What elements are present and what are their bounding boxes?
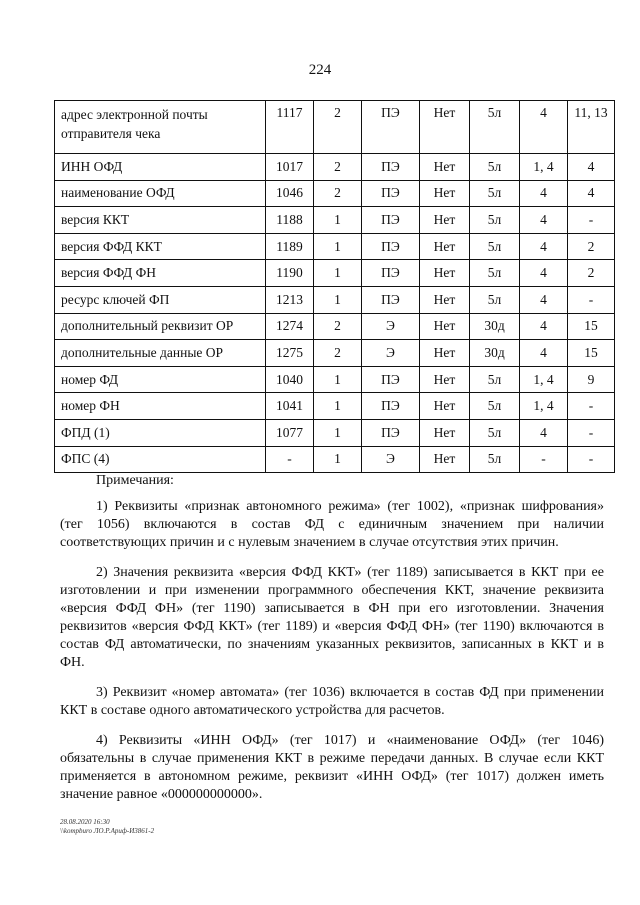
col3-cell: 1 — [314, 260, 362, 287]
col8-cell: 15 — [568, 313, 615, 340]
note-paragraph: 1) Реквизиты «признак автономного режима» (тег 1002), «признак шифрования» (тег 1056) включаются в состав ФД с единичным значением при наличии соответствующих причин и с нулевым значением в случае отсутствия этих причин. — [60, 499, 604, 550]
col7-cell: 1, 4 — [520, 154, 568, 181]
col6-cell: 5л — [470, 393, 520, 420]
col7-cell: 4 — [520, 207, 568, 234]
col6-cell: 5л — [470, 419, 520, 446]
page-number: 224 — [308, 62, 332, 78]
col6-cell: 5л — [470, 446, 520, 473]
table-row — [55, 393, 615, 420]
col4-cell: ПЭ — [362, 419, 420, 446]
col6-cell: 5л — [470, 286, 520, 313]
col5-cell: Нет — [420, 340, 470, 367]
col6-cell: 30д — [470, 340, 520, 367]
table-row — [55, 207, 615, 234]
requisite-name-cell: дополнительные данные ОР — [55, 340, 266, 367]
requisite-name-cell: наименование ОФД — [55, 180, 266, 207]
col7-cell: 4 — [520, 286, 568, 313]
tag-cell: 1213 — [266, 286, 314, 313]
col7-cell: 4 — [520, 313, 568, 340]
tag-cell: 1274 — [266, 313, 314, 340]
table-row — [55, 446, 615, 473]
table-row — [55, 313, 615, 340]
col5-cell: Нет — [420, 286, 470, 313]
col8-cell: 9 — [568, 366, 615, 393]
col3-cell: 2 — [314, 154, 362, 181]
col3-cell: 2 — [314, 313, 362, 340]
col3-cell: 2 — [314, 180, 362, 207]
col8-cell: 2 — [568, 260, 615, 287]
requisite-name-cell: ФПС (4) — [55, 446, 266, 473]
col6-cell: 5л — [470, 101, 520, 154]
col6-cell: 5л — [470, 180, 520, 207]
requisite-name-cell: ФПД (1) — [55, 419, 266, 446]
requisite-name-cell: номер ФД — [55, 366, 266, 393]
col7-cell: 4 — [520, 101, 568, 154]
col8-cell: - — [568, 446, 615, 473]
col5-cell: Нет — [420, 101, 470, 154]
col8-cell: 2 — [568, 233, 615, 260]
col3-cell: 1 — [314, 233, 362, 260]
tag-cell: 1117 — [266, 101, 314, 154]
col4-cell: ПЭ — [362, 260, 420, 287]
col3-cell: 2 — [314, 101, 362, 154]
col4-cell: ПЭ — [362, 286, 420, 313]
col6-cell: 5л — [470, 366, 520, 393]
tag-cell: 1041 — [266, 393, 314, 420]
tag-cell: 1190 — [266, 260, 314, 287]
col6-cell: 5л — [470, 233, 520, 260]
requisites-table — [54, 100, 615, 473]
footer-file-path: \\kompburo ЛО.Р.Ариф-И3861-2 — [60, 827, 155, 835]
col4-cell: Э — [362, 446, 420, 473]
table-row — [55, 233, 615, 260]
col5-cell: Нет — [420, 207, 470, 234]
col7-cell: 4 — [520, 340, 568, 367]
table-row — [55, 419, 615, 446]
tag-cell: 1188 — [266, 207, 314, 234]
col8-cell: 4 — [568, 180, 615, 207]
col4-cell: ПЭ — [362, 101, 420, 154]
tag-cell: - — [266, 446, 314, 473]
tag-cell: 1017 — [266, 154, 314, 181]
col3-cell: 1 — [314, 393, 362, 420]
col3-cell: 1 — [314, 366, 362, 393]
requisite-name-cell: ИНН ОФД — [55, 154, 266, 181]
document-footer — [60, 818, 154, 836]
tag-cell: 1040 — [266, 366, 314, 393]
note-paragraph: 4) Реквизиты «ИНН ОФД» (тег 1017) и «наименование ОФД» (тег 1046) обязательны в случае применения ККТ в режиме передачи данных. В случае если ККТ применяется в автономном режиме, реквизит «ИНН ОФД» (тег 1017) должен иметь значение равное «000000000000». — [60, 733, 604, 802]
col8-cell: 15 — [568, 340, 615, 367]
requisite-name-cell: ресурс ключей ФП — [55, 286, 266, 313]
col7-cell: 4 — [520, 233, 568, 260]
table-row — [55, 286, 615, 313]
col3-cell: 2 — [314, 340, 362, 367]
tag-cell: 1077 — [266, 419, 314, 446]
col5-cell: Нет — [420, 260, 470, 287]
col7-cell: 4 — [520, 260, 568, 287]
table-row — [55, 366, 615, 393]
note-paragraph: 3) Реквизит «номер автомата» (тег 1036) включается в состав ФД при применении ККТ в составе одного автоматического устройства для расчетов. — [60, 685, 604, 718]
requisite-name-cell: адрес электронной почты отправителя чека — [55, 101, 266, 154]
col6-cell: 5л — [470, 207, 520, 234]
table-row — [55, 260, 615, 287]
col8-cell: - — [568, 286, 615, 313]
col4-cell: Э — [362, 340, 420, 367]
requisite-name-cell: дополнительный реквизит ОР — [55, 313, 266, 340]
col7-cell: 1, 4 — [520, 366, 568, 393]
requisite-name-cell: версия ФФД ККТ — [55, 233, 266, 260]
col5-cell: Нет — [420, 180, 470, 207]
col7-cell: - — [520, 446, 568, 473]
table-row — [55, 340, 615, 367]
footer-timestamp: 28.08.2020 16:30 — [60, 818, 110, 826]
col8-cell: 11, 13 — [568, 101, 615, 154]
col7-cell: 4 — [520, 419, 568, 446]
col5-cell: Нет — [420, 419, 470, 446]
col4-cell: Э — [362, 313, 420, 340]
col3-cell: 1 — [314, 419, 362, 446]
table-row — [55, 180, 615, 207]
col7-cell: 4 — [520, 180, 568, 207]
col8-cell: 4 — [568, 154, 615, 181]
table-body — [55, 101, 615, 473]
col8-cell: - — [568, 207, 615, 234]
col5-cell: Нет — [420, 313, 470, 340]
col5-cell: Нет — [420, 233, 470, 260]
col6-cell: 5л — [470, 154, 520, 181]
tag-cell: 1046 — [266, 180, 314, 207]
table-row — [55, 101, 615, 154]
col5-cell: Нет — [420, 154, 470, 181]
col3-cell: 1 — [314, 207, 362, 234]
col6-cell: 5л — [470, 260, 520, 287]
col4-cell: ПЭ — [362, 154, 420, 181]
notes-section — [60, 472, 604, 816]
col5-cell: Нет — [420, 366, 470, 393]
requisite-name-cell: версия ККТ — [55, 207, 266, 234]
col8-cell: - — [568, 393, 615, 420]
table-row — [55, 154, 615, 181]
col6-cell: 30д — [470, 313, 520, 340]
col5-cell: Нет — [420, 446, 470, 473]
col8-cell: - — [568, 419, 615, 446]
col4-cell: ПЭ — [362, 180, 420, 207]
tag-cell: 1189 — [266, 233, 314, 260]
col4-cell: ПЭ — [362, 233, 420, 260]
col7-cell: 1, 4 — [520, 393, 568, 420]
note-paragraph: 2) Значения реквизита «версия ФФД ККТ» (тег 1189) записывается в ККТ при ее изготовлении и при изменении программного обеспечения ККТ, значение реквизита «версия ФФД ФН» (тег 1190) записывается в ФН при его изготовлении. Значения реквизитов «версия ФФД ККТ» (тег 1189) и «версия ФФД ФН» (тег 1190) включаются в состав ФД автоматически, по значениям указанных реквизитов, записанных в ККТ и в ФН. — [60, 565, 604, 670]
notes-heading: Примечания: — [96, 473, 174, 488]
col4-cell: ПЭ — [362, 366, 420, 393]
col3-cell: 1 — [314, 286, 362, 313]
col4-cell: ПЭ — [362, 207, 420, 234]
requisite-name-cell: номер ФН — [55, 393, 266, 420]
col5-cell: Нет — [420, 393, 470, 420]
col3-cell: 1 — [314, 446, 362, 473]
col4-cell: ПЭ — [362, 393, 420, 420]
tag-cell: 1275 — [266, 340, 314, 367]
requisite-name-cell: версия ФФД ФН — [55, 260, 266, 287]
